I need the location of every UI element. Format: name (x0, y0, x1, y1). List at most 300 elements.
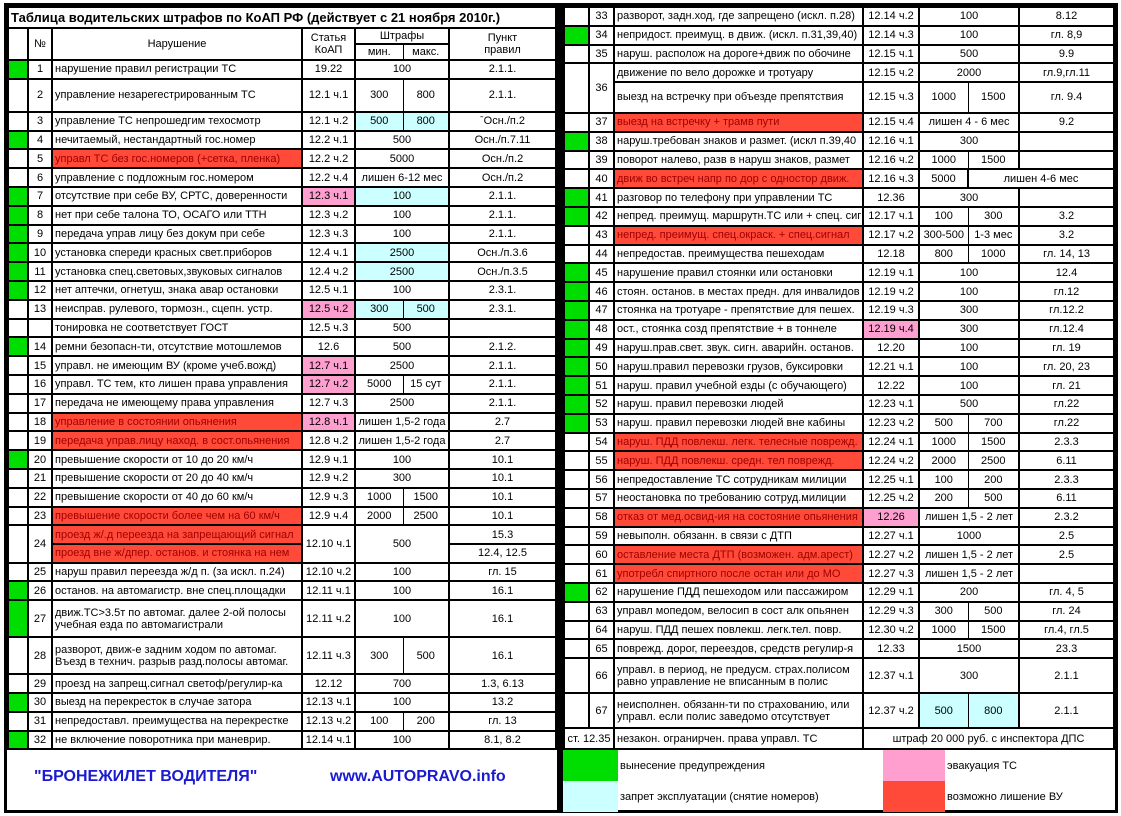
rule-point: гл. 9.4 (1019, 82, 1114, 113)
rule-point: 10.1 (449, 507, 556, 526)
row-number: 33 (589, 7, 614, 26)
row-mark (564, 395, 589, 414)
brand-text: "БРОНЕЖИЛЕТ ВОДИТЕЛЯ" (34, 768, 258, 785)
violation-text: наруш.требован знаков и размет. (искл п.39,40 (614, 132, 863, 151)
row-number: 13 (28, 300, 52, 319)
fine-min: 1000 (919, 621, 968, 640)
row-number: 6 (28, 168, 52, 187)
table-row (564, 621, 1114, 640)
table-row (8, 731, 556, 750)
fine: лишен 1,5 - 2 лет (919, 508, 1019, 527)
row-mark (564, 621, 589, 640)
table-row (564, 564, 1114, 583)
fine: 300 (919, 658, 1019, 693)
rule-point: 13.2 (449, 693, 556, 712)
rule-point: гл. 19 (1019, 339, 1114, 358)
violation-text: поворот налево, разв в наруш знаков, размет (614, 151, 863, 170)
article: 12.19 ч.1 (863, 263, 919, 282)
violation-text: установка спереди красных свет.приборов (52, 243, 302, 262)
fine: 100 (355, 731, 449, 750)
violation-text: стоянка на тротуаре - препятствие для пешех. (614, 301, 863, 320)
rule-point: Осн./п.3.6 (449, 243, 556, 262)
violation-text: стоян. останов. в местах предн. для инвалидов (614, 282, 863, 301)
rule-point: 1.3, 6.13 (449, 674, 556, 693)
rule-point: гл.22 (1019, 414, 1114, 433)
violation-text: отсутствие при себе ВУ, СРТС, доверенности (52, 187, 302, 206)
row-mark (564, 169, 589, 188)
rule-point: 2.1.1. (449, 60, 556, 79)
fine-min: 300 (919, 602, 968, 621)
table-row (564, 26, 1114, 45)
table-row (8, 206, 556, 225)
rule-point: 2.1.1. (449, 394, 556, 413)
fine-max: 300 (968, 207, 1019, 226)
row-number: 12 (28, 281, 52, 300)
row-mark (8, 375, 28, 394)
table-row (8, 431, 556, 450)
fine: лишен 6-12 мес (355, 168, 449, 187)
table-row (564, 282, 1114, 301)
table-row (8, 674, 556, 693)
article: 12.10 ч.2 (302, 563, 355, 582)
article: 12.27 ч.3 (863, 564, 919, 583)
row-mark (8, 337, 28, 356)
row-number: 18 (28, 413, 52, 432)
rule-point: 2.1.1 (1019, 658, 1114, 693)
table-row (8, 375, 556, 394)
row-number: 26 (28, 581, 52, 600)
row-number: 36 (589, 63, 614, 113)
table-row (8, 149, 556, 168)
fine-min: 500 (919, 693, 968, 728)
table-row (8, 637, 556, 674)
fine-max: 500 (968, 602, 1019, 621)
row-mark (564, 226, 589, 245)
violation-text: передача управ.лицу наход. в сост.опьянения (52, 431, 302, 450)
row-mark (8, 394, 28, 413)
article: 12.8 ч.2 (302, 431, 355, 450)
footer (7, 764, 557, 794)
row-number: 48 (589, 320, 614, 339)
legend-swatch-green (563, 750, 618, 781)
article: 12.4 ч.1 (302, 243, 355, 262)
row-number: 37 (589, 113, 614, 132)
article: 12.27 ч.2 (863, 545, 919, 564)
violation-text: выезд на перекресток в случае затора (52, 693, 302, 712)
rule-point: гл.12.2 (1019, 301, 1114, 320)
table-row (564, 188, 1114, 207)
table-row (8, 131, 556, 150)
row-number: 67 (589, 693, 614, 728)
rule-point: 2.5 (1019, 545, 1114, 564)
fine-min: 300 (355, 300, 403, 319)
row-mark (8, 225, 28, 244)
row-mark (8, 356, 28, 375)
row-mark (8, 674, 28, 693)
row-mark (564, 151, 589, 170)
fine: 200 (919, 583, 1019, 602)
rule-point: 10.1 (449, 450, 556, 469)
violation-text: неисполнен. обязанн-ти по страхованию, или управл. если полис заведомо отсутствует (614, 693, 863, 728)
fine: 500 (355, 337, 449, 356)
table-row (8, 507, 556, 526)
row-number: 44 (589, 245, 614, 264)
table-row (564, 527, 1114, 546)
row-mark (8, 450, 28, 469)
violation-text: управл. не имеющим ВУ (кроме учеб.вожд) (52, 356, 302, 375)
row-mark (564, 470, 589, 489)
row-number: 21 (28, 469, 52, 488)
article: 12.14 ч.1 (302, 731, 355, 750)
fine-min: 1000 (919, 82, 968, 113)
table-row (564, 376, 1114, 395)
row-number: 24 (28, 525, 52, 562)
fine: 5000 (355, 149, 449, 168)
violation-text: нарушение ПДД пешеходом или пассажиром (614, 583, 863, 602)
left-panel (4, 3, 560, 813)
header-article: Статья КоАП (302, 28, 355, 60)
fine: 100 (355, 206, 449, 225)
article: 12.5 ч.1 (302, 281, 355, 300)
fine-min: 1000 (355, 488, 403, 507)
row-number: 10 (28, 243, 52, 262)
fine-min: 300 (355, 79, 403, 112)
fine: 300 (919, 188, 1019, 207)
fine: 1500 (919, 639, 1019, 658)
row-number: 65 (589, 639, 614, 658)
row-number: 55 (589, 451, 614, 470)
rule-point: 2.3.2 (1019, 508, 1114, 527)
rule-point: гл. 21 (1019, 376, 1114, 395)
rule-point: 10.1 (449, 469, 556, 488)
row-number: 66 (589, 658, 614, 693)
article: 12.16 ч.3 (863, 169, 919, 188)
rule-point: 6.11 (1019, 489, 1114, 508)
row-number: 32 (28, 731, 52, 750)
row-mark (564, 263, 589, 282)
fine-max: 700 (968, 414, 1019, 433)
violation-text: нет аптечки, огнетуш, знака авар остановки (52, 281, 302, 300)
row-number: 56 (589, 470, 614, 489)
fine: 100 (919, 339, 1019, 358)
special-article: ст. 12.35 (564, 728, 614, 749)
legend-swatch-pink (883, 750, 945, 781)
row-number: 64 (589, 621, 614, 640)
violation-text: управл. ТС тем, кто лишен права управления (52, 375, 302, 394)
header-rule: Пункт правил (449, 28, 556, 60)
table-row (8, 243, 556, 262)
fine-max: 2500 (403, 507, 449, 526)
article: 12.14 ч.3 (863, 26, 919, 45)
row-number: 23 (28, 507, 52, 526)
row-mark (8, 319, 28, 338)
row-number: 35 (589, 45, 614, 64)
fine-min: 100 (355, 712, 403, 731)
row-number: 38 (589, 132, 614, 151)
table-row (8, 563, 556, 582)
row-mark (8, 187, 28, 206)
fine: 100 (355, 450, 449, 469)
violation-text: наруш.прав.свет. звук. сигн. аварийн. останов. (614, 339, 863, 358)
fine-max: 800 (403, 112, 449, 131)
row-number: 16 (28, 375, 52, 394)
article: 12.2 ч.1 (302, 131, 355, 150)
page-title: Таблица водительских штрафов по КоАП РФ (действует с 21 ноября 2010г.) (8, 7, 556, 28)
fines-table-right (563, 6, 1115, 750)
article: 12.15 ч.3 (863, 82, 919, 113)
row-number: 5 (28, 149, 52, 168)
article: 12.6 (302, 337, 355, 356)
article: 12.8 ч.1 (302, 413, 355, 432)
rule-point: 15.3 (449, 525, 556, 544)
article: 12.19 ч.4 (863, 320, 919, 339)
violation-text: нет при себе талона ТО, ОСАГО или ТТН (52, 206, 302, 225)
violation-text: управл. в период, не предусм. страх.полисом равно управление не вписанным в полис (614, 658, 863, 693)
fine: лишен 1,5 - 2 лет (919, 545, 1019, 564)
rule-point: гл.9,гл.11 (1019, 63, 1114, 82)
violation-text: наруш. правил учебной езды (с обучающего) (614, 376, 863, 395)
fine-min: 800 (919, 245, 968, 264)
row-mark (8, 431, 28, 450)
rule-point: 2.7 (449, 431, 556, 450)
fine: 100 (355, 600, 449, 637)
table-row (8, 394, 556, 413)
violation-text: управл ТС без гос.номеров (+сетка, пленка) (52, 149, 302, 168)
rule-point: 2.1.1. (449, 225, 556, 244)
rule-point: гл. 20, 23 (1019, 357, 1114, 376)
row-mark (564, 564, 589, 583)
fine-max: 500 (968, 489, 1019, 508)
rule-point: 2.3.3 (1019, 433, 1114, 452)
row-mark (564, 207, 589, 226)
row-number: 9 (28, 225, 52, 244)
violation-text: выезд на встречку при объезде препятствия (614, 82, 863, 113)
article: 12.3 ч.3 (302, 225, 355, 244)
violation-text: управл мопедом, велосип в сост алк опьянен (614, 602, 863, 621)
fine-max-deprivation: лишен 4-6 мес (968, 169, 1114, 188)
row-number: 34 (589, 26, 614, 45)
rule-point: Осн./п.3.5 (449, 262, 556, 281)
table-row (8, 581, 556, 600)
table-row (564, 226, 1114, 245)
violation-text: ремни безопасн-ти, отсутствие мотошлемов (52, 337, 302, 356)
fine: 100 (919, 357, 1019, 376)
article: 12.23 ч.1 (863, 395, 919, 414)
table-row (564, 545, 1114, 564)
article: 12.5 ч.3 (302, 319, 355, 338)
article: 12.33 (863, 639, 919, 658)
rule-point: ˉОсн./п.2 (449, 112, 556, 131)
article: 19.22 (302, 60, 355, 79)
rule-point: 2.7 (449, 413, 556, 432)
fine: 100 (919, 376, 1019, 395)
row-mark (8, 168, 28, 187)
article: 12.2 ч.2 (302, 149, 355, 168)
table-row (564, 169, 1114, 188)
violation-text: превышение скорости от 10 до 20 км/ч (52, 450, 302, 469)
violation-text: останов. на автомагистр. вне спец.площадки (52, 581, 302, 600)
table-row (8, 337, 556, 356)
fine: 100 (355, 187, 449, 206)
fine-min: 500 (919, 414, 968, 433)
fine-max: 2500 (968, 451, 1019, 470)
rule-point: гл.12 (1019, 282, 1114, 301)
table-row (8, 319, 556, 338)
violation-text: превышение скорости от 20 до 40 км/ч (52, 469, 302, 488)
table-row (564, 151, 1114, 170)
row-number: 39 (589, 151, 614, 170)
row-number: 15 (28, 356, 52, 375)
fine-max: 200 (403, 712, 449, 731)
rule-point: Осн./п.2 (449, 168, 556, 187)
article: 12.11 ч.3 (302, 637, 355, 674)
table-row (564, 451, 1114, 470)
article: 12.1 ч.1 (302, 79, 355, 112)
article: 12.27 ч.1 (863, 527, 919, 546)
article: 12.25 ч.1 (863, 470, 919, 489)
violation-text: разворот, движ-е задним ходом по автомаг. Въезд в технич. разрыв разд.полосы автомаг. (52, 637, 302, 674)
table-row (564, 414, 1114, 433)
row-number: 58 (589, 508, 614, 527)
fine: 700 (355, 674, 449, 693)
legend-swatch-red (883, 781, 945, 812)
row-mark (564, 583, 589, 602)
violation-text: нарушение правил регистрации ТС (52, 60, 302, 79)
violation-text: проезд вне ж/дпер. останов. и стоянка на нем (52, 544, 302, 563)
article: 12.23 ч.2 (863, 414, 919, 433)
site-link[interactable]: www.AUTOPRAVO.info (330, 768, 506, 785)
violation-text: непред. преимущ. маршрутн.ТС или + спец. сиг (614, 207, 863, 226)
rule-point: гл. 24 (1019, 602, 1114, 621)
row-mark (564, 26, 589, 45)
article: 12.26 (863, 508, 919, 527)
rule-point: гл. 13 (449, 712, 556, 731)
fine: 2500 (355, 243, 449, 262)
violation-text: превышение скорости более чем на 60 км/ч (52, 507, 302, 526)
fine: 1000 (919, 527, 1019, 546)
table-row (8, 488, 556, 507)
row-mark (564, 245, 589, 264)
header-number: № (28, 28, 52, 60)
fine: 300 (355, 469, 449, 488)
violation-text: неисправ. рулевого, тормозн., сцепн. устр. (52, 300, 302, 319)
rule-point: 2.1.1. (449, 356, 556, 375)
rule-point: 2.1.1 (1019, 693, 1114, 728)
special-penalty: штраф 20 000 руб. с инспектора ДПС (863, 728, 1114, 749)
row-mark (8, 149, 28, 168)
violation-text: наруш. правил перевозки людей вне кабины (614, 414, 863, 433)
article: 12.10 ч.1 (302, 525, 355, 562)
row-mark (8, 206, 28, 225)
row-mark (564, 545, 589, 564)
row-mark (8, 712, 28, 731)
rule-point: 23.3 (1019, 639, 1114, 658)
rule-point: 16.1 (449, 581, 556, 600)
table-row (564, 395, 1114, 414)
rule-point: 3.2 (1019, 207, 1114, 226)
violation-text: нарушение правил стоянки или остановки (614, 263, 863, 282)
fine: 500 (919, 395, 1019, 414)
article: 12.11 ч.1 (302, 581, 355, 600)
fine: 300 (919, 132, 1019, 151)
table-row (8, 112, 556, 131)
table-row (8, 712, 556, 731)
rule-point: гл.12.4 (1019, 320, 1114, 339)
row-mark (564, 658, 589, 693)
article: 12.17 ч.2 (863, 226, 919, 245)
table-row (564, 433, 1114, 452)
rule-point: 2.5 (1019, 527, 1114, 546)
article: 12.1 ч.2 (302, 112, 355, 131)
table-row (564, 658, 1114, 693)
row-mark (8, 693, 28, 712)
violation-text: наруш.правил перевозки грузов, буксировки (614, 357, 863, 376)
fine: 100 (355, 563, 449, 582)
fine: 2500 (355, 394, 449, 413)
rule-point: гл.4, гл.5 (1019, 621, 1114, 640)
row-mark (564, 188, 589, 207)
violation-text: разговор по телефону при управлении ТС (614, 188, 863, 207)
fine: 2000 (919, 63, 1019, 82)
row-number: 11 (28, 262, 52, 281)
rule-point: 12.4, 12.5 (449, 544, 556, 563)
row-number: 20 (28, 450, 52, 469)
row-mark (564, 527, 589, 546)
row-mark (564, 433, 589, 452)
table-row (564, 301, 1114, 320)
violation-text: проезд ж/.д переезда на запрещающий сигнал (52, 525, 302, 544)
violation-text: оставление места ДТП (возможен. адм.арест) (614, 545, 863, 564)
violation-text: наруш. правил перевозки людей (614, 395, 863, 414)
table-row (564, 602, 1114, 621)
row-mark (8, 731, 28, 750)
violation-text: движение по вело дорожке и тротуару (614, 63, 863, 82)
violation-text: тонировка не соответствует ГОСТ (52, 319, 302, 338)
violation-text: наруш. ПДД повлекш. средн. тел поврежд. (614, 451, 863, 470)
violation-text: наруш. располож на дороге+движ по обочине (614, 45, 863, 64)
violation-text: управление ТС непрошедгим техосмотр (52, 112, 302, 131)
article: 12.16 ч.1 (863, 132, 919, 151)
table-row (8, 225, 556, 244)
row-mark (564, 414, 589, 433)
fine: 100 (919, 282, 1019, 301)
fine: 100 (355, 281, 449, 300)
rule-point: 10.1 (449, 488, 556, 507)
violation-text: непредостав. преимущества пешеходам (614, 245, 863, 264)
table-row (564, 489, 1114, 508)
fine: 100 (355, 225, 449, 244)
table-row (564, 693, 1114, 728)
legend-label-deprivation: возможно лишение ВУ (947, 790, 1063, 803)
table-row (564, 63, 1114, 82)
row-mark (8, 488, 28, 507)
table-row (564, 639, 1114, 658)
fine-max: 1500 (968, 151, 1019, 170)
rule-point: 9.9 (1019, 45, 1114, 64)
row-number: 2 (28, 79, 52, 112)
article: 12.36 (863, 188, 919, 207)
rule-point: 6.11 (1019, 451, 1114, 470)
fine: 100 (355, 60, 449, 79)
row-number: 46 (589, 282, 614, 301)
fine: 2500 (355, 356, 449, 375)
row-mark (8, 469, 28, 488)
fine-min: 100 (919, 470, 968, 489)
article: 12.12 (302, 674, 355, 693)
rule-point: гл. 4, 5 (1019, 583, 1114, 602)
violation-text: непредоставление ТС сотрудникам милиции (614, 470, 863, 489)
special-violation: незакон. огранирчен. права управл. ТС (614, 728, 863, 749)
